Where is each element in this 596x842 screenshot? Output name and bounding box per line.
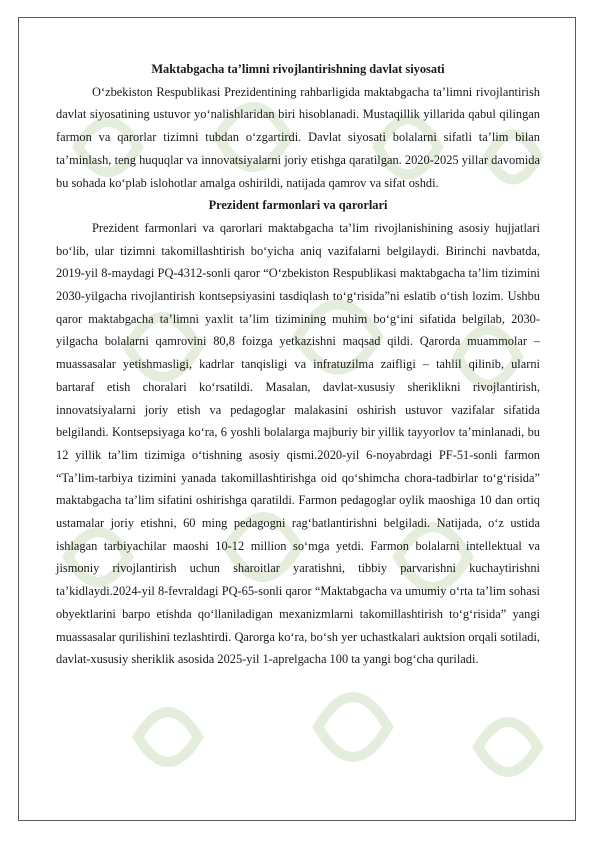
document-body xyxy=(56,58,540,671)
section-paragraph: Prezident farmonlari va qarorlari maktabgacha ta’lim rivojlanishining asosiy hujjatlari bo‘lib, ular tizimni takomillashtirish bo‘yicha aniq vazifalarni belgilaydi. Birinchi navbatda, 2019-yil 8-maydagi PQ-4312-sonli qaror “O‘zbekiston Respublikasi maktabgacha ta’lim tizimini 2030-yilgacha rivojlantirish kontsepsiyasini tasdiqlash to‘g‘risida”ni eslatib o‘tish lozim. Ushbu qaror maktabgacha ta’limni yaxlit ta’lim tizimining muhim bo‘g‘ini sifatida belgilab, 2030-yilgacha bolalarni qamrovini 80,8 foizga yetkazishni maqsad qildi. Qarorda muammolar – muassasalar yetishmasligi, kadrlar tanqisligi va infratuzilma zaifligi – tahlil qilinib, ularni bartaraf etish choralari ko‘rsatildi. Masalan, davlat-xususiy sheriklikni rivojlantirish, innovatsiyalarni joriy etish va pedagoglar malakasini oshirish ustuvor vazifalar sifatida belgilandi. Kontsepsiyaga ko‘ra, 6 yoshli bolalarga majburiy bir yillik tayyorlov ta’minlanadi, bu 12 yillik ta’lim tizimiga o‘tishning asosiy qismi.2020-yil 6-noyabrdagi PF-51-sonli farmon “Ta’lim-tarbiya tizimini yanada takomillashtirishga oid qo‘shimcha chora-tadbirlar to‘g‘risida” maktabgacha ta’lim sifatini oshirishga qaratildi. Farmon pedagoglar oylik maoshiga 10 dan ortiq ustamalar joriy etishni, 60 ming pedagogni rag‘batlantirishni belgiladi. Natijada, o‘z ustida ishlagan tarbiyachilar maoshi 10-12 million so‘mga yetdi. Farmon bolalarni intellektual va jismoniy rivojlantirish uchun sharoitlar yaratishni, tibbiy parvarishni kuchaytirishni ta’kidlaydi.2024-yil 8-fevraldagi PQ-65-sonli qaror “Maktabgacha va umumiy o‘rta ta’lim sohasi obyektlarini barpo etishda qo‘llaniladigan mexanizmlarni takomillashtirish to‘g‘risida” yangi muassasalar qurilishini tezlashtirdi. Qarorga ko‘ra, bo‘sh yer uchastkalari auktsion orqali sotiladi, davlat-xususiy sheriklik asosida 2025-yil 1-aprelgacha 100 ta yangi bog‘cha quriladi. xyxy=(56,220,540,667)
section-heading: Prezident farmonlari va qarorlari xyxy=(208,198,388,213)
intro-paragraph: O‘zbekiston Respublikasi Prezidentining rahbarligida maktabgacha ta’limni rivojlantirish davlat siyosatining ustuvor yo‘nalishlaridan biri hisoblanadi. Mustaqillik yillarida qabul qilingan farmon va qarorlar tizimni tubdan o‘zgartirdi. Davlat siyosati bolalarni sifatli ta’lim bilan ta’minlash, teng huquqlar va innovatsiyalarni joriy etishga qaratilgan. 2020-2025 yillar davomida bu sohada ko‘plab islohotlar amalga oshirildi, natijada qamrov va sifat oshdi. xyxy=(56,84,540,190)
document-title: Maktabgacha ta’limni rivojlantirishning davlat siyosati xyxy=(151,62,445,76)
